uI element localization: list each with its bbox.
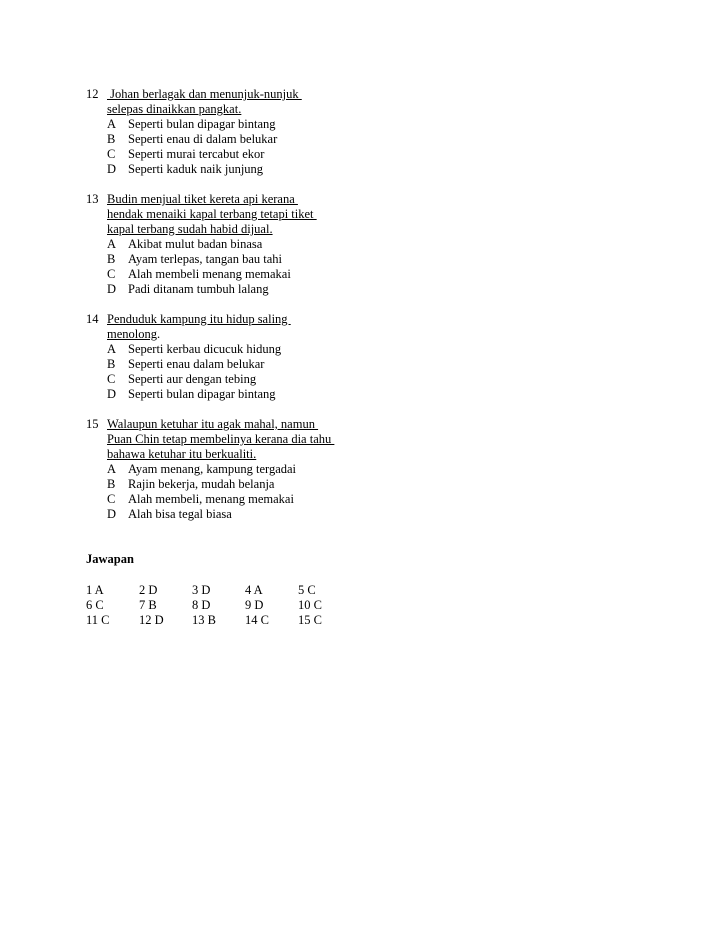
question-stem-line: [86, 102, 686, 117]
question-stem-text: Johan berlagak dan menunjuk-nunjuk: [107, 87, 302, 101]
option-text: Rajin bekerja, mudah belanja: [128, 477, 275, 491]
option-text: Seperti bulan dipagar bintang: [128, 387, 276, 401]
question-stem-suffix: .: [157, 327, 161, 341]
option-letter: B: [107, 357, 116, 371]
option-letter: C: [107, 492, 116, 506]
answer-option: [86, 237, 686, 252]
question-stem-line: [86, 207, 686, 222]
answer-option: [86, 372, 686, 387]
question-item: [86, 312, 686, 402]
question-number: 14: [86, 312, 99, 326]
answer-option: [86, 462, 686, 477]
answer-option: [86, 267, 686, 282]
answer-key-cell: 12 D: [139, 613, 164, 627]
option-letter: A: [107, 462, 117, 476]
question-item: [86, 192, 686, 297]
option-text: Seperti enau dalam belukar: [128, 357, 265, 371]
answer-key-cell: 15 C: [298, 613, 322, 627]
answer-option: [86, 147, 686, 162]
question-list: [86, 87, 686, 537]
question-stem-text: Penduduk kampung itu hidup saling: [107, 312, 291, 326]
option-letter: A: [107, 342, 117, 356]
option-text: Seperti aur dengan tebing: [128, 372, 257, 386]
option-letter: D: [107, 162, 117, 176]
answer-option: [86, 117, 686, 132]
question-stem-line: [86, 87, 686, 102]
option-letter: D: [107, 282, 117, 296]
option-text: Seperti kaduk naik junjung: [128, 162, 264, 176]
question-stem-text: Budin menjual tiket kereta api kerana: [107, 192, 298, 206]
option-text: Seperti enau di dalam belukar: [128, 132, 278, 146]
answer-option: [86, 282, 686, 297]
option-text: Ayam menang, kampung tergadai: [128, 462, 297, 476]
question-stem-text: selepas dinaikkan pangkat.: [107, 102, 242, 116]
answer-key-cell: 11 C: [86, 613, 110, 627]
option-text: Seperti bulan dipagar bintang: [128, 117, 276, 131]
answer-key-cell: 2 D: [139, 583, 158, 597]
question-stem-line: [86, 447, 686, 462]
question-stem-line: [86, 312, 686, 327]
answer-key-table: [86, 583, 351, 628]
answer-option: [86, 387, 686, 402]
answer-key-row: [86, 583, 351, 598]
answer-key-cell: 4 A: [245, 583, 263, 597]
answer-option: [86, 162, 686, 177]
question-number: 15: [86, 417, 99, 431]
question-stem-line: [86, 327, 686, 342]
answer-option: [86, 342, 686, 357]
option-letter: D: [107, 387, 117, 401]
answer-option: [86, 357, 686, 372]
answer-key-cell: 8 D: [192, 598, 211, 612]
answer-key-cell: 6 C: [86, 598, 104, 612]
option-text: Akibat mulut badan binasa: [128, 237, 263, 251]
question-stem-line: [86, 192, 686, 207]
question-stem-text: hendak menaiki kapal terbang tetapi tiket: [107, 207, 317, 221]
answer-key-cell: 3 D: [192, 583, 211, 597]
option-text: Alah membeli, menang memakai: [128, 492, 294, 506]
answer-key-cell: 10 C: [298, 598, 322, 612]
answer-key-cell: 1 A: [86, 583, 104, 597]
answer-option: [86, 132, 686, 147]
answer-key-row: [86, 598, 351, 613]
answer-key-cell: 14 C: [245, 613, 269, 627]
option-letter: A: [107, 237, 117, 251]
option-text: Seperti kerbau dicucuk hidung: [128, 342, 282, 356]
answer-key-row: [86, 613, 351, 628]
option-text: Alah membeli menang memakai: [128, 267, 291, 281]
answer-key-cell: 5 C: [298, 583, 316, 597]
question-stem-line: [86, 432, 686, 447]
option-text: Padi ditanam tumbuh lalang: [128, 282, 269, 296]
question-stem-text: kapal terbang sudah habid dijual.: [107, 222, 273, 236]
answer-option: [86, 252, 686, 267]
question-stem-line: [86, 222, 686, 237]
answer-key-cell: 7 B: [139, 598, 157, 612]
option-letter: A: [107, 117, 117, 131]
answer-key-cell: 9 D: [245, 598, 264, 612]
question-stem-line: [86, 417, 686, 432]
question-stem-text: menolong: [107, 327, 157, 341]
option-letter: B: [107, 477, 116, 491]
option-text: Ayam terlepas, tangan bau tahi: [128, 252, 283, 266]
question-item: [86, 417, 686, 522]
option-letter: B: [107, 132, 116, 146]
option-letter: C: [107, 372, 116, 386]
answers-heading: Jawapan: [86, 552, 134, 566]
option-text: Alah bisa tegal biasa: [128, 507, 232, 521]
question-number: 12: [86, 87, 99, 101]
option-letter: C: [107, 147, 116, 161]
answer-key-cell: 13 B: [192, 613, 216, 627]
question-number: 13: [86, 192, 99, 206]
option-letter: D: [107, 507, 117, 521]
question-stem-text: Walaupun ketuhar itu agak mahal, namun: [107, 417, 319, 431]
question-stem-text: bahawa ketuhar itu berkualiti.: [107, 447, 257, 461]
answer-option: [86, 492, 686, 507]
answer-option: [86, 477, 686, 492]
option-letter: C: [107, 267, 116, 281]
answer-option: [86, 507, 686, 522]
question-stem-text: Puan Chin tetap membelinya kerana dia tahu: [107, 432, 335, 446]
option-letter: B: [107, 252, 116, 266]
option-text: Seperti murai tercabut ekor: [128, 147, 265, 161]
question-item: [86, 87, 686, 177]
